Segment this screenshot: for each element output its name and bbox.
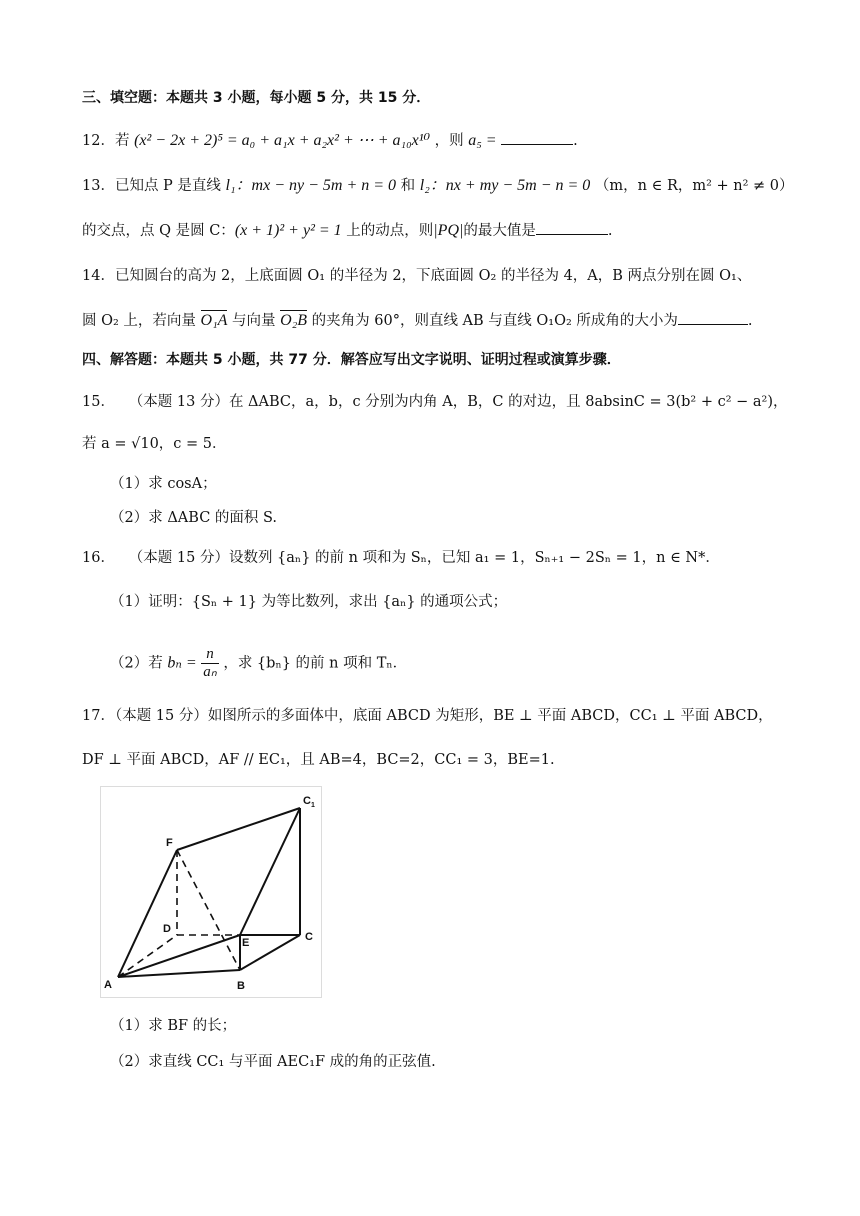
label-c1: C bbox=[303, 795, 311, 807]
q16-fraction-numerator: n bbox=[201, 646, 218, 664]
q16-line1: （本题 15 分）设数列 {aₙ} 的前 n 项和为 Sₙ，已知 a₁ = 1，Sₙ₊₁ − 2Sₙ = 1，n ∈ N*． bbox=[128, 550, 720, 566]
label-c1-subscript: 1 bbox=[311, 802, 315, 809]
figure-frame bbox=[101, 787, 322, 998]
q14-vector2: O₂B bbox=[280, 312, 308, 329]
label-a: A bbox=[104, 979, 112, 991]
label-b: B bbox=[237, 980, 245, 992]
q17-number: 17． bbox=[82, 708, 115, 724]
q14-line1: 已知圆台的高为 2，上底面圆 O₁ 的半径为 2，下底面圆 O₂ 的半径为 4，A，B 两点分别在圆 O₁、 bbox=[114, 268, 752, 284]
q15-number: 15． bbox=[82, 394, 115, 410]
q14-text1: 圆 O₂ 上，若向量 bbox=[82, 313, 196, 329]
q16-part2-b: bₙ = bbox=[167, 654, 197, 672]
q13-text1: 已知点 P 是直线 bbox=[114, 178, 221, 194]
q13-circle: (x + 1)² + y² = 1 bbox=[234, 222, 342, 239]
q16-fraction bbox=[201, 646, 218, 681]
q13-answer-blank[interactable] bbox=[536, 220, 608, 235]
q14-number: 14． bbox=[82, 268, 115, 284]
q14-text2: 与向量 bbox=[232, 313, 276, 329]
q13-text3: 的交点，点 Q 是圆 C： bbox=[82, 223, 235, 239]
q16-number: 16． bbox=[82, 550, 115, 566]
question-16-line1 bbox=[82, 548, 720, 568]
q17-line2: DF ⊥ 平面 ABCD，AF // EC₁，且 AB=4，BC=2，CC₁ = 3，BE=1. bbox=[82, 752, 555, 768]
q13-end: . bbox=[607, 223, 613, 239]
question-14-line1 bbox=[82, 266, 751, 286]
q15-part2: （2）求 ΔABC 的面积 S. bbox=[110, 510, 278, 526]
q12-number: 12． bbox=[82, 133, 115, 149]
q12-end: . bbox=[573, 133, 578, 149]
q16-fraction-denominator: aₙ bbox=[203, 664, 217, 680]
q13-text2: 和 bbox=[400, 178, 416, 194]
q14-end: . bbox=[747, 313, 753, 329]
label-d: D bbox=[163, 923, 171, 935]
section4-heading: 四、解答题：本题共 5 小题，共 77 分．解答应写出文字说明、证明过程或演算步骤． bbox=[82, 352, 621, 368]
polyhedron-figure bbox=[100, 786, 322, 998]
question-15-line1 bbox=[82, 392, 788, 412]
q13-condition: （m，n ∈ R，m² + n² ≠ 0） bbox=[594, 178, 794, 194]
q14-vector1: O₁A bbox=[200, 312, 228, 329]
q15-line1: （本题 13 分）在 ΔABC，a，b，c 分别为内角 A，B，C 的对边，且 8absinC = 3(b² + c² − a²)， bbox=[128, 394, 788, 410]
q17-part2: （2）求直线 CC₁ 与平面 AEC₁F 成的角的正弦值. bbox=[110, 1054, 436, 1070]
q13-pq: |PQ| bbox=[433, 222, 464, 239]
question-13-line1 bbox=[82, 176, 794, 196]
section3-heading: 三、填空题：本题共 3 小题，每小题 5 分，共 15 分． bbox=[82, 90, 431, 106]
q17-line1: （本题 15 分）如图所示的多面体中，底面 ABCD 为矩形，BE ⊥ 平面 ABCD，CC₁ ⊥ 平面 ABCD， bbox=[114, 708, 773, 724]
q14-text3: 的夹角为 60°，则直线 AB 与直线 O₁O₂ 所成角的大小为 bbox=[311, 313, 678, 329]
q16-part2-pre: （2）若 bbox=[110, 655, 163, 672]
q14-answer-blank[interactable] bbox=[678, 310, 748, 325]
q15-part1: （1）求 cosA； bbox=[110, 476, 217, 492]
question-14-line2 bbox=[82, 310, 753, 331]
q12-pre: 若 bbox=[114, 133, 130, 149]
q13-text4: 上的动点，则 bbox=[346, 223, 434, 239]
label-f: F bbox=[166, 837, 173, 849]
q13-line-l2: l₂：nx + my − 5m − n = 0 bbox=[419, 177, 591, 194]
label-e: E bbox=[242, 937, 250, 949]
question-12 bbox=[82, 130, 578, 151]
label-c: C bbox=[305, 931, 313, 943]
question-17-line1 bbox=[82, 706, 773, 726]
question-13-line2 bbox=[82, 220, 613, 241]
q16-part2 bbox=[110, 646, 407, 681]
q12-mid: ，则 bbox=[434, 133, 464, 149]
q13-line-l1: l₁：mx − ny − 5m + n = 0 bbox=[225, 177, 397, 194]
q12-expression: (x² − 2x + 2)⁵ = a₀ + a₁x + a₂x² + ⋯ + a₁₀x¹⁰ bbox=[134, 132, 430, 149]
q16-part1: （1）证明：{Sₙ + 1} 为等比数列，求出 {aₙ} 的通项公式； bbox=[110, 594, 508, 610]
q13-number: 13． bbox=[82, 178, 115, 194]
q16-part2-post: ，求 {bₙ} 的前 n 项和 Tₙ． bbox=[223, 655, 408, 672]
q12-answer-blank[interactable] bbox=[501, 130, 573, 145]
q13-text5: 的最大值是 bbox=[463, 223, 536, 239]
q15-line2: 若 a = √10，c = 5． bbox=[82, 436, 227, 452]
q12-target: a₅ = bbox=[468, 132, 497, 149]
q17-part1: （1）求 BF 的长； bbox=[110, 1018, 237, 1034]
